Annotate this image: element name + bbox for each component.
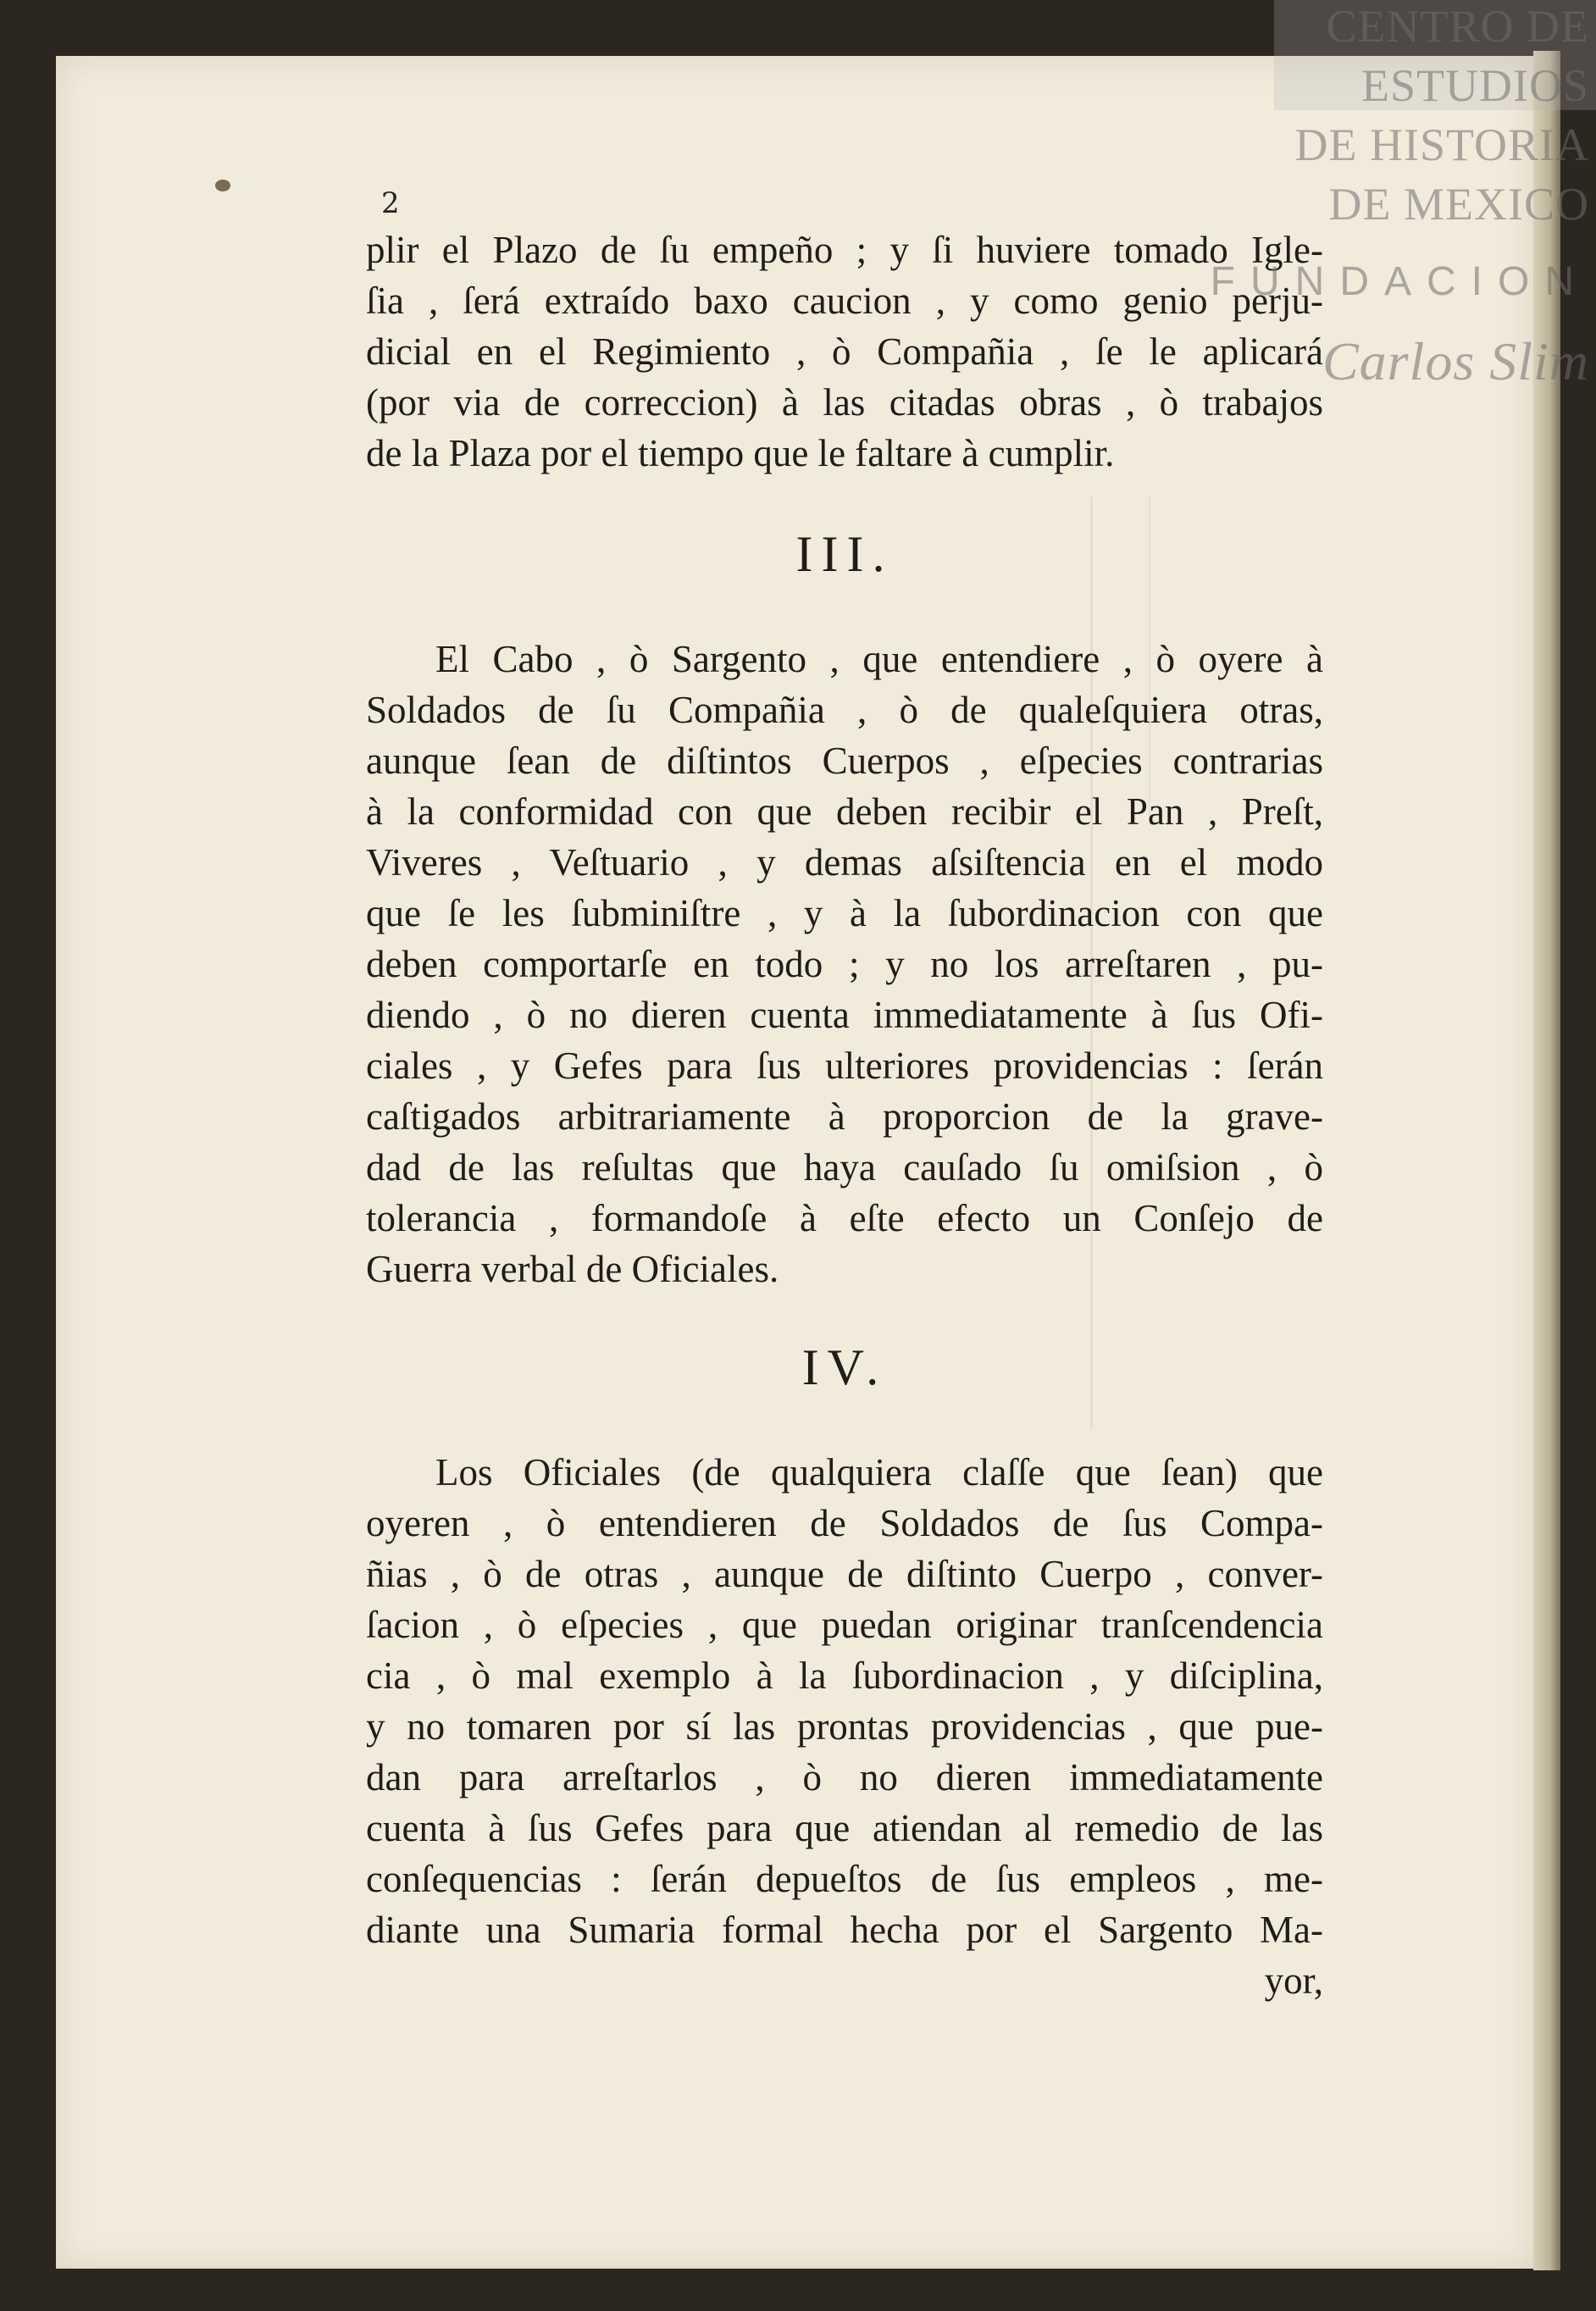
text-line: tolerancia , formandoſe à eſte efecto un Conſejo de	[366, 1197, 1323, 1239]
text-line: à la conformidad con que deben recibir el Pan , Preſt,	[366, 790, 1323, 833]
text-line: oyeren , ò entendieren de Soldados de ſus Compa-	[366, 1502, 1323, 1544]
stamp-signature: Carlos Slim	[1322, 331, 1589, 391]
stamp-line: DE MEXICO	[1328, 179, 1589, 230]
page-number: 2	[381, 186, 400, 220]
text-line: Soldados de ſu Compañia , ò de qualeſquiera otras,	[366, 689, 1323, 731]
text-line: plir el Plazo de ſu empeño ; y ſi huviere tomado Igle-	[366, 229, 1323, 271]
ink-blot	[215, 180, 230, 191]
text-line: y no tomaren por sí las prontas providencias , que pue-	[366, 1705, 1323, 1748]
text-line: conſequencias : ſerán depueſtos de ſus empleos , me-	[366, 1858, 1323, 1900]
text-line: cia , ò mal exemplo à la ſubordinacion , y diſciplina,	[366, 1654, 1323, 1697]
text-line: Los Oficiales (de qualquiera claſſe que ſean) que	[435, 1451, 1323, 1494]
text-line: caſtigados arbitrariamente à proporcion de la grave-	[366, 1095, 1323, 1138]
text-line: de la Plaza por el tiempo que le faltare à cumplir.	[366, 432, 1115, 474]
text-line: dicial en el Regimiento , ò Compañia , ſe le aplicará	[366, 330, 1323, 373]
section-heading-iv: IV.	[801, 1339, 888, 1395]
text-line: que ſe les ſubminiſtre , y à la ſubordinacion con que	[366, 892, 1323, 934]
text-line: Guerra verbal de Oficiales.	[366, 1248, 779, 1290]
text-line: diendo , ò no dieren cuenta immediatamente à ſus Ofi-	[366, 994, 1323, 1036]
text-line: aunque ſean de diſtintos Cuerpos , eſpecies contrarias	[366, 740, 1323, 782]
archive-stamp	[1210, 0, 1596, 441]
text-line: El Cabo , ò Sargento , que entendiere , ò oyere à	[435, 638, 1323, 680]
text-line: ñias , ò de otras , aunque de diſtinto Cuerpo , conver-	[366, 1553, 1323, 1595]
paragraph-section-iii	[366, 634, 1323, 1294]
text-line: ciales , y Gefes para ſus ulteriores providencias : ſerán	[366, 1045, 1323, 1087]
text-line: dan para arreſtarlos , ò no dieren immediatamente	[366, 1756, 1323, 1798]
text-line: (por via de correccion) à las citadas obras , ò trabajos	[366, 381, 1323, 424]
catchword: yor,	[1264, 1959, 1323, 2002]
stamp-line: FUNDACION	[1210, 259, 1589, 304]
text-line: cuenta à ſus Gefes para que atiendan al remedio de las	[366, 1807, 1323, 1849]
stamp-line: ESTUDIOS	[1360, 60, 1589, 111]
text-line: ſacion , ò eſpecies , que puedan originar tranſcendencia	[366, 1604, 1323, 1646]
text-line: Viveres , Veſtuario , y demas aſsiſtencia en el modo	[366, 841, 1323, 884]
text-line: ſia , ſerá extraído baxo caucion , y como genio perju-	[366, 280, 1323, 322]
text-line: diante una Sumaria formal hecha por el Sargento Ma-	[366, 1909, 1323, 1951]
section-heading-iii: III.	[795, 526, 894, 582]
text-line: deben comportarſe en todo ; y no los arreſtaren , pu-	[366, 943, 1323, 985]
stamp-line: DE HISTORIA	[1294, 119, 1589, 170]
paragraph-continued	[366, 224, 1323, 479]
paragraph-section-iv	[366, 1447, 1323, 2006]
stamp-line: CENTRO DE	[1326, 1, 1589, 52]
text-line: dad de las reſultas que haya cauſado ſu omiſsion , ò	[366, 1146, 1323, 1189]
